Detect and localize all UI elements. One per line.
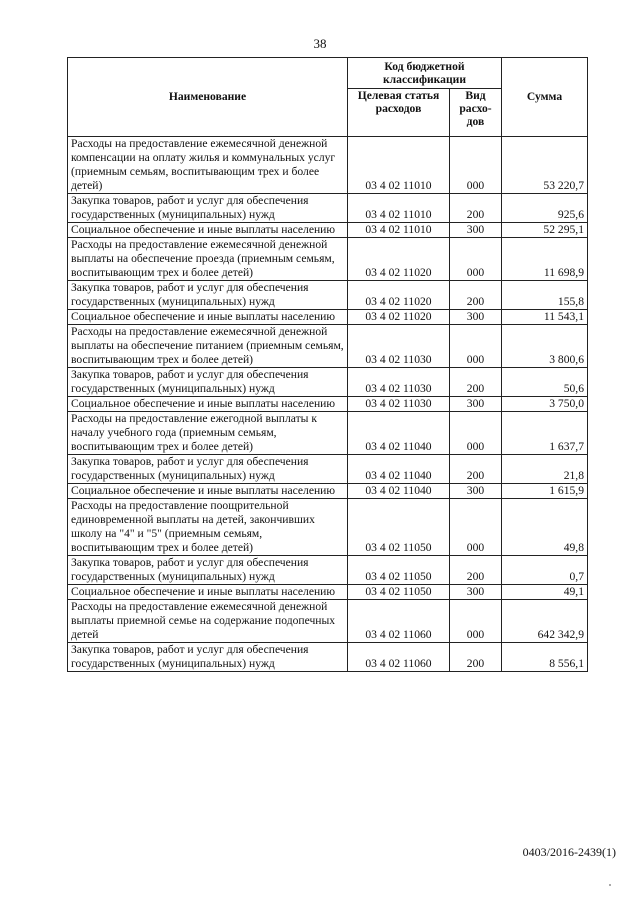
footer-doc-code: 0403/2016-2439(1) (522, 845, 616, 859)
row-name: Расходы на предоставление ежемесячной денежной компенсации на оплату жилья и коммунальных услуг (приемным семьям, воспитывающим трех и более детей) (68, 137, 348, 194)
row-code: 03 4 02 11010 (348, 223, 450, 238)
row-name: Социальное обеспечение и иные выплаты населению (68, 585, 348, 600)
table-row (68, 556, 588, 585)
table-row (68, 325, 588, 368)
row-code: 03 4 02 11040 (348, 412, 450, 455)
row-sum: 8 556,1 (502, 643, 588, 672)
header-name: Наименование (68, 58, 348, 137)
row-sum: 49,1 (502, 585, 588, 600)
row-type: 300 (450, 310, 502, 325)
row-sum: 53 220,7 (502, 137, 588, 194)
table-row (68, 310, 588, 325)
table-row (68, 397, 588, 412)
row-sum: 1 615,9 (502, 484, 588, 499)
table-row (68, 412, 588, 455)
row-name: Расходы на предоставление поощрительной единовременной выплаты на детей, закончивших школу на "4" и "5" (приемным семьям, воспитывающим трех и более детей) (68, 499, 348, 556)
header-target-article: Целевая статья расходов (348, 89, 450, 137)
row-sum: 0,7 (502, 556, 588, 585)
row-sum: 3 800,6 (502, 325, 588, 368)
row-name: Закупка товаров, работ и услуг для обеспечения государственных (муниципальных) нужд (68, 194, 348, 223)
table-row (68, 484, 588, 499)
row-name: Социальное обеспечение и иные выплаты населению (68, 310, 348, 325)
row-type: 000 (450, 325, 502, 368)
row-name: Расходы на предоставление ежемесячной денежной выплаты на обеспечение проезда (приемным семьям, воспитывающим трех и более детей) (68, 238, 348, 281)
row-name: Расходы на предоставление ежемесячной денежной выплаты приемной семье на содержание подопечных детей (68, 600, 348, 643)
row-type: 000 (450, 137, 502, 194)
row-name: Закупка товаров, работ и услуг для обеспечения государственных (муниципальных) нужд (68, 556, 348, 585)
scan-mark (609, 884, 611, 886)
row-code: 03 4 02 11060 (348, 643, 450, 672)
row-code: 03 4 02 11020 (348, 310, 450, 325)
row-name: Социальное обеспечение и иные выплаты населению (68, 484, 348, 499)
row-sum: 925,6 (502, 194, 588, 223)
row-sum: 155,8 (502, 281, 588, 310)
row-type: 300 (450, 397, 502, 412)
table-row (68, 499, 588, 556)
table-row (68, 455, 588, 484)
row-code: 03 4 02 11060 (348, 600, 450, 643)
table-row (68, 194, 588, 223)
table-row (68, 643, 588, 672)
row-code: 03 4 02 11010 (348, 194, 450, 223)
row-code: 03 4 02 11050 (348, 585, 450, 600)
row-name: Закупка товаров, работ и услуг для обеспечения государственных (муниципальных) нужд (68, 455, 348, 484)
row-type: 200 (450, 643, 502, 672)
row-type: 200 (450, 281, 502, 310)
row-name: Расходы на предоставление ежемесячной денежной выплаты на обеспечение питанием (приемным семьям, воспитывающим трех и более детей) (68, 325, 348, 368)
row-code: 03 4 02 11050 (348, 499, 450, 556)
page-number: 38 (313, 36, 327, 51)
row-name: Расходы на предоставление ежегодной выплаты к началу учебного года (приемным семьям, воспитывающим трех и более детей) (68, 412, 348, 455)
row-type: 000 (450, 412, 502, 455)
row-code: 03 4 02 11030 (348, 368, 450, 397)
table-row (68, 368, 588, 397)
row-sum: 11 543,1 (502, 310, 588, 325)
row-type: 300 (450, 484, 502, 499)
row-sum: 3 750,0 (502, 397, 588, 412)
row-code: 03 4 02 11010 (348, 137, 450, 194)
table-row (68, 137, 588, 194)
row-code: 03 4 02 11030 (348, 397, 450, 412)
header-type: Вид расхо-дов (450, 89, 502, 137)
row-type: 300 (450, 223, 502, 238)
row-sum: 52 295,1 (502, 223, 588, 238)
row-type: 300 (450, 585, 502, 600)
table-row (68, 585, 588, 600)
row-code: 03 4 02 11050 (348, 556, 450, 585)
header-sum: Сумма (502, 58, 588, 137)
row-code: 03 4 02 11040 (348, 484, 450, 499)
budget-table (67, 57, 588, 672)
row-name: Закупка товаров, работ и услуг для обеспечения государственных (муниципальных) нужд (68, 368, 348, 397)
row-code: 03 4 02 11020 (348, 281, 450, 310)
row-sum: 21,8 (502, 455, 588, 484)
row-name: Закупка товаров, работ и услуг для обеспечения государственных (муниципальных) нужд (68, 643, 348, 672)
row-code: 03 4 02 11030 (348, 325, 450, 368)
row-name: Социальное обеспечение и иные выплаты населению (68, 223, 348, 238)
row-type: 200 (450, 455, 502, 484)
row-type: 200 (450, 368, 502, 397)
header-code-group: Код бюджетной классификации (348, 58, 502, 89)
table-row (68, 223, 588, 238)
table-row (68, 600, 588, 643)
row-code: 03 4 02 11040 (348, 455, 450, 484)
row-type: 000 (450, 600, 502, 643)
row-code: 03 4 02 11020 (348, 238, 450, 281)
row-sum: 11 698,9 (502, 238, 588, 281)
table-row (68, 238, 588, 281)
table-row (68, 281, 588, 310)
row-name: Социальное обеспечение и иные выплаты населению (68, 397, 348, 412)
row-sum: 49,8 (502, 499, 588, 556)
row-sum: 642 342,9 (502, 600, 588, 643)
row-type: 000 (450, 499, 502, 556)
row-sum: 1 637,7 (502, 412, 588, 455)
row-type: 200 (450, 194, 502, 223)
row-type: 000 (450, 238, 502, 281)
row-sum: 50,6 (502, 368, 588, 397)
row-type: 200 (450, 556, 502, 585)
row-name: Закупка товаров, работ и услуг для обеспечения государственных (муниципальных) нужд (68, 281, 348, 310)
